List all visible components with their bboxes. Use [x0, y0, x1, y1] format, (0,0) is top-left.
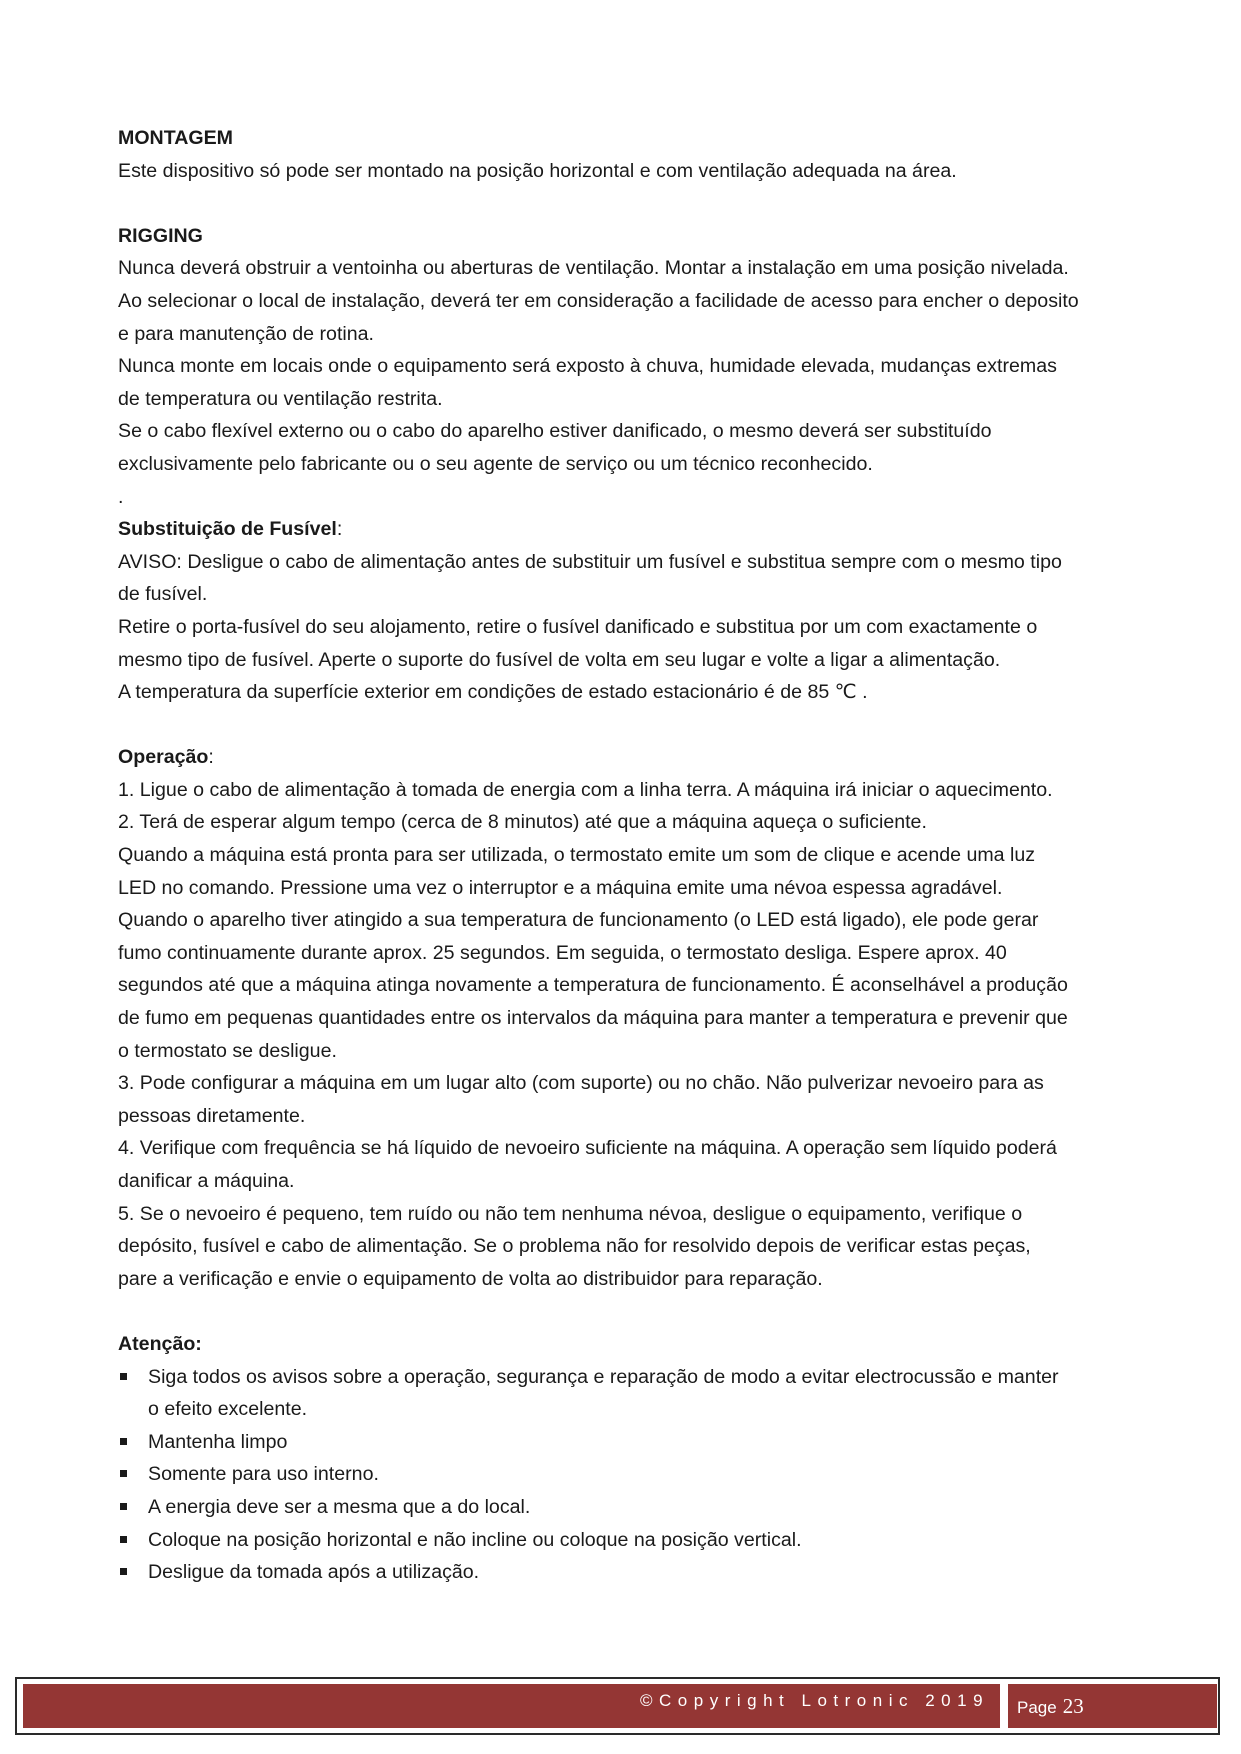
list-item: [118, 1524, 1138, 1557]
bullet-list: [118, 1361, 1138, 1589]
paragraph-line: Este dispositivo só pode ser montado na posição horizontal e com ventilação adequada na área.: [118, 159, 957, 182]
paragraph-line: exclusivamente pelo fabricante ou o seu agente de serviço ou um técnico reconhecido.: [118, 452, 873, 475]
square-bullet-icon: [120, 1373, 127, 1380]
paragraph-line: pessoas diretamente.: [118, 1104, 306, 1127]
list-item-line: A energia deve ser a mesma que a do local.: [148, 1495, 531, 1518]
heading-montagem: MONTAGEM: [118, 127, 234, 149]
document-body: [118, 122, 1138, 1589]
paragraph-line: 1. Ligue o cabo de alimentação à tomada de energia com a linha terra. A máquina irá iniciar o aquecimento.: [118, 778, 1053, 801]
heading-fusivel-line: [118, 513, 1138, 546]
paragraph-line: AVISO: Desligue o cabo de alimentação antes de substituir um fusível e substitua sempre com o mesmo tipo: [118, 550, 1062, 573]
paragraph-line: o termostato se desligue.: [118, 1039, 337, 1062]
square-bullet-icon: [120, 1470, 127, 1477]
heading-operacao-line: [118, 741, 1138, 774]
paragraph-line: LED no comando. Pressione uma vez o interruptor e a máquina emite uma névoa espessa agradável.: [118, 876, 1003, 899]
paragraph-line: de fumo em pequenas quantidades entre os intervalos da máquina para manter a temperatura e prevenir que: [118, 1007, 1068, 1030]
paragraph-line: segundos até que a máquina atinga novamente a temperatura de funcionamento. É aconselhável a produção: [118, 974, 1068, 997]
square-bullet-icon: [120, 1503, 127, 1510]
paragraph-line: depósito, fusível e cabo de alimentação. Se o problema não for resolvido depois de verificar estas peças,: [118, 1235, 1031, 1258]
list-item: [118, 1491, 1138, 1524]
footer-divider: [1000, 1684, 1008, 1728]
copyright-text: ©Copyright Lotronic 2019: [640, 1691, 990, 1710]
heading-atencao: Atenção:: [118, 1332, 202, 1355]
paragraph-line: 3. Pode configurar a máquina em um lugar alto (com suporte) ou no chão. Não pulverizar nevoeiro para as: [118, 1072, 1044, 1095]
paragraph-line: Quando a máquina está pronta para ser utilizada, o termostato emite um som de clique e acende uma luz: [118, 844, 1036, 867]
spacer: [118, 709, 1138, 742]
square-bullet-icon: [120, 1536, 127, 1543]
paragraph-line: A temperatura da superfície exterior em condições de estado estacionário é de 85 ℃ .: [118, 681, 868, 704]
paragraph-line: Quando o aparelho tiver atingido a sua temperatura de funcionamento (o LED está ligado), ele pode gerar: [118, 909, 1039, 932]
paragraph-line: e para manutenção de rotina.: [118, 322, 374, 345]
list-item: [118, 1556, 1138, 1589]
heading-fusivel: Substituição de Fusível: [118, 518, 337, 541]
list-item-line: Somente para uso interno.: [148, 1463, 379, 1486]
page-number: 23: [1062, 1694, 1084, 1718]
list-item: [118, 1426, 1138, 1459]
list-item-line: Mantenha limpo: [148, 1430, 288, 1453]
heading-rigging: RIGGING: [118, 224, 203, 247]
heading-operacao: Operação: [118, 746, 209, 769]
paragraph-line: fumo continuamente durante aprox. 25 segundos. Em seguida, o termostato desliga. Espere aprox. 40: [118, 941, 1007, 964]
list-item-line: o efeito excelente.: [148, 1398, 308, 1421]
paragraph-line: mesmo tipo de fusível. Aperte o suporte do fusível de volta em seu lugar e volte a ligar a alimentação.: [118, 648, 1001, 671]
list-item-line: Desligue da tomada após a utilização.: [148, 1561, 480, 1584]
paragraph-line: 4. Verifique com frequência se há líquido de nevoeiro suficiente na máquina. A operação sem líquido poderá: [118, 1137, 1057, 1160]
paragraph-line: Ao selecionar o local de instalação, deverá ter em consideração a facilidade de acesso para encher o deposito: [118, 289, 1079, 312]
paragraph-line: danificar a máquina.: [118, 1170, 295, 1192]
paragraph-line: pare a verificação e envie o equipamento de volta ao distribuidor para reparação.: [118, 1267, 823, 1290]
page-label: Page: [1017, 1698, 1057, 1717]
heading-suffix: :: [208, 746, 214, 769]
list-item-line: Siga todos os avisos sobre a operação, segurança e reparação de modo a evitar electrocussão e manter: [148, 1365, 1059, 1388]
list-item: [118, 1361, 1138, 1426]
paragraph-line: Se o cabo flexível externo ou o cabo do aparelho estiver danificado, o mesmo deverá ser substituído: [118, 420, 992, 443]
heading-suffix: :: [336, 518, 343, 541]
square-bullet-icon: [120, 1568, 127, 1575]
paragraph-line: Retire o porta-fusível do seu alojamento, retire o fusível danificado e substitua por um com exactamente o: [118, 615, 1038, 638]
spacer: [118, 1295, 1138, 1328]
paragraph-line: 5. Se o nevoeiro é pequeno, tem ruído ou não tem nenhuma névoa, desligue o equipamento, verifique o: [118, 1202, 1023, 1225]
paragraph-line: 2. Terá de esperar algum tempo (cerca de 8 minutos) até que a máquina aqueça o suficiente.: [118, 811, 927, 834]
paragraph-line: Nunca monte em locais onde o equipamento será exposto à chuva, humidade elevada, mudanças extremas: [118, 355, 1057, 378]
square-bullet-icon: [120, 1438, 127, 1445]
paragraph-line: Nunca deverá obstruir a ventoinha ou aberturas de ventilação. Montar a instalação em uma posição nivelada.: [118, 257, 1069, 280]
spacer: [118, 187, 1138, 220]
paragraph-line: de fusível.: [118, 583, 208, 606]
page-indicator: [1017, 1684, 1084, 1728]
paragraph-line: .: [118, 485, 124, 508]
list-item: [118, 1458, 1138, 1491]
list-item-line: Coloque na posição horizontal e não incline ou coloque na posição vertical.: [148, 1528, 802, 1551]
paragraph-line: de temperatura ou ventilação restrita.: [118, 387, 443, 410]
